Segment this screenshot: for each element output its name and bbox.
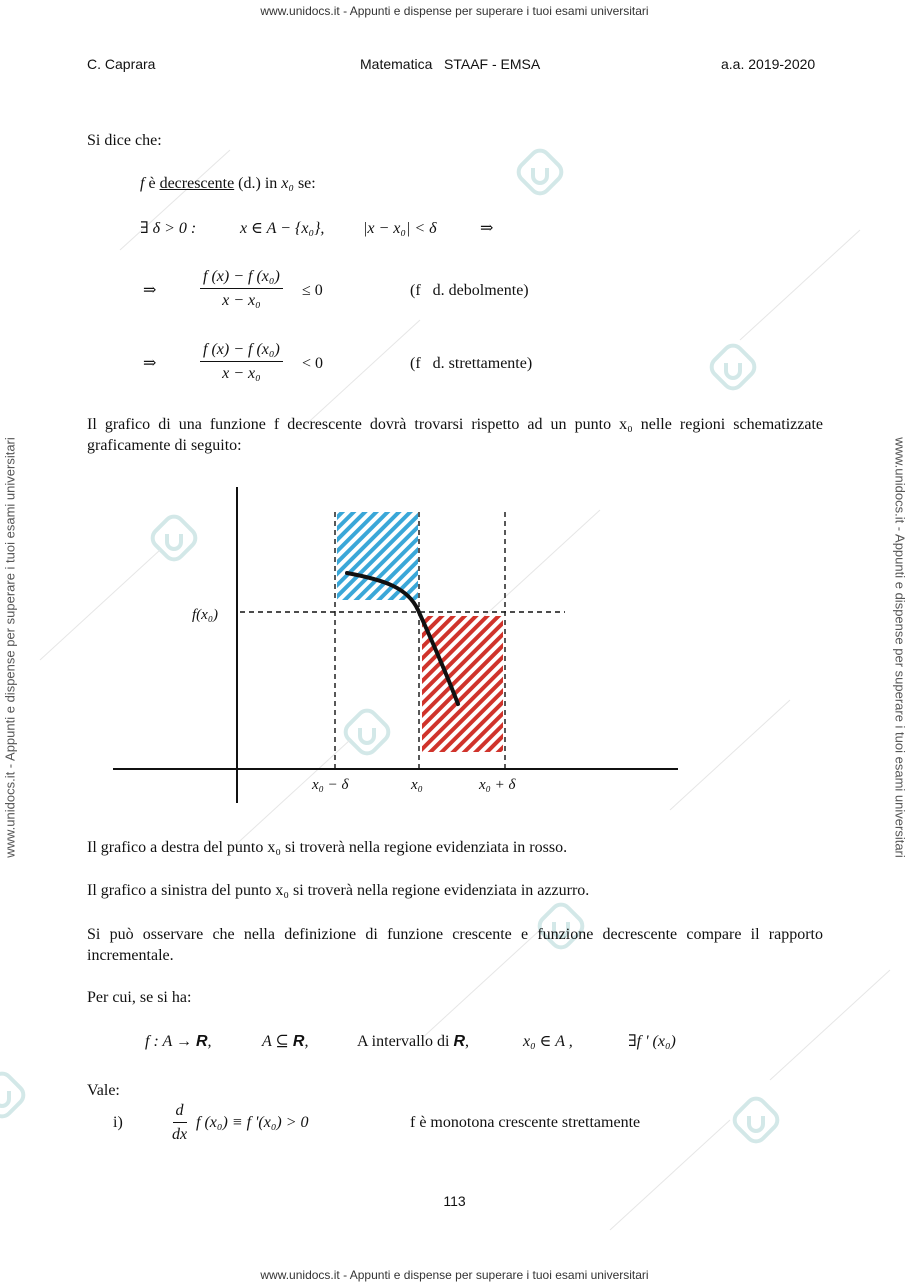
label-fx0: f(x₀)	[192, 607, 219, 623]
paragraph-4: Si può osservare che nella definizione di funzione crescente e funzione decrescente compare il rapporto incrementale.	[87, 926, 823, 964]
intro-text: Si dice che:	[87, 132, 162, 149]
paragraph-1: Il grafico di una funzione f decrescente dovrà trovarsi rispetto ad un punto x₀ nelle regioni schematizzate graficamente di seguito:	[87, 416, 823, 454]
fraction-strict-num: f (x) − f (x₀)	[200, 339, 283, 362]
watermark-right: www.unidocs.it - Appunti e dispense per superare i tuoi esami universitari	[892, 437, 908, 858]
fraction-strict	[200, 339, 283, 384]
hyp-R3: R	[453, 1033, 465, 1050]
rel-strict: < 0	[302, 355, 324, 372]
item-text: f è monotona crescente strettamente	[410, 1114, 641, 1131]
rel-weak: ≤ 0	[302, 282, 323, 299]
def-f: f	[140, 175, 145, 192]
cond-exists: ∃ δ > 0 :	[140, 220, 197, 237]
item-number: i)	[113, 1114, 123, 1131]
hyp-R2: R	[292, 1033, 305, 1050]
watermark-left: www.unidocs.it - Appunti e dispense per superare i tuoi esami universitari	[2, 437, 18, 858]
watermark-top: www.unidocs.it - Appunti e dispense per superare i tuoi esami universitari	[260, 4, 649, 18]
cond-abs: |x − x₀| < δ	[363, 220, 437, 237]
decreasing-function-figure	[100, 480, 700, 815]
watermark-bottom: www.unidocs.it - Appunti e dispense per superare i tuoi esami universitari	[260, 1268, 649, 1282]
red-region	[422, 616, 503, 752]
item-expression: f (x₀) ≡ f '(x₀) > 0	[196, 1114, 309, 1131]
implies-arrow-2: ⇒	[143, 282, 157, 299]
hyp-x0: x₀ ∈ A ,	[523, 1033, 573, 1050]
item-derivative	[172, 1100, 187, 1145]
def-x0: x₀	[281, 175, 294, 192]
paragraph-2: Il grafico a destra del punto x₀ si troverà nella regione evidenziata in rosso.	[87, 839, 568, 856]
item-d: d	[173, 1100, 187, 1123]
label-x0: x₀	[411, 777, 423, 793]
label-x0-minus-delta: x₀ − δ	[312, 777, 349, 793]
note-strict: (f d. strettamente)	[410, 355, 533, 372]
paragraph-5: Per cui, se si ha:	[87, 989, 192, 1006]
label-x0-plus-delta: x₀ + δ	[479, 777, 516, 793]
def-rest: (d.) in	[234, 175, 282, 192]
fraction-weak	[200, 266, 283, 311]
hyp-interval: A intervallo di R,	[357, 1033, 469, 1050]
page-number: 113	[443, 1193, 466, 1209]
hyp-int: A intervallo di	[357, 1033, 454, 1050]
item-dx: dx	[172, 1126, 188, 1143]
header-course: Matematica STAAF - EMSA	[360, 56, 541, 72]
hyp-function: f : A → R,	[145, 1033, 212, 1050]
implies-arrow-3: ⇒	[143, 355, 157, 372]
hyp-sub: A ⊆	[262, 1033, 293, 1050]
def-se: se:	[293, 175, 316, 192]
hyp-R1: R	[195, 1033, 208, 1050]
def-word: decrescente	[159, 175, 235, 192]
hyp-derivative: ∃f ' (x₀)	[628, 1033, 676, 1050]
def-e: è	[144, 175, 160, 192]
paragraph-3: Il grafico a sinistra del punto x₀ si troverà nella regione evidenziata in azzurro.	[87, 882, 590, 899]
definition-line	[140, 173, 316, 194]
blue-region	[337, 512, 418, 600]
header-year: a.a. 2019-2020	[721, 56, 816, 72]
note-weak: (f d. debolmente)	[410, 282, 529, 299]
vale-label: Vale:	[87, 1082, 120, 1099]
implies-arrow-1: ⇒	[480, 220, 494, 237]
hyp-f: f : A →	[145, 1033, 196, 1050]
fraction-strict-den: x − x₀	[222, 365, 261, 382]
cond-set: x ∈ A − {x₀},	[240, 220, 325, 237]
header-author: C. Caprara	[87, 56, 156, 72]
fraction-weak-den: x − x₀	[222, 292, 261, 309]
hyp-subset: A ⊆ R,	[262, 1033, 309, 1050]
fraction-weak-num: f (x) − f (x₀)	[200, 266, 283, 289]
